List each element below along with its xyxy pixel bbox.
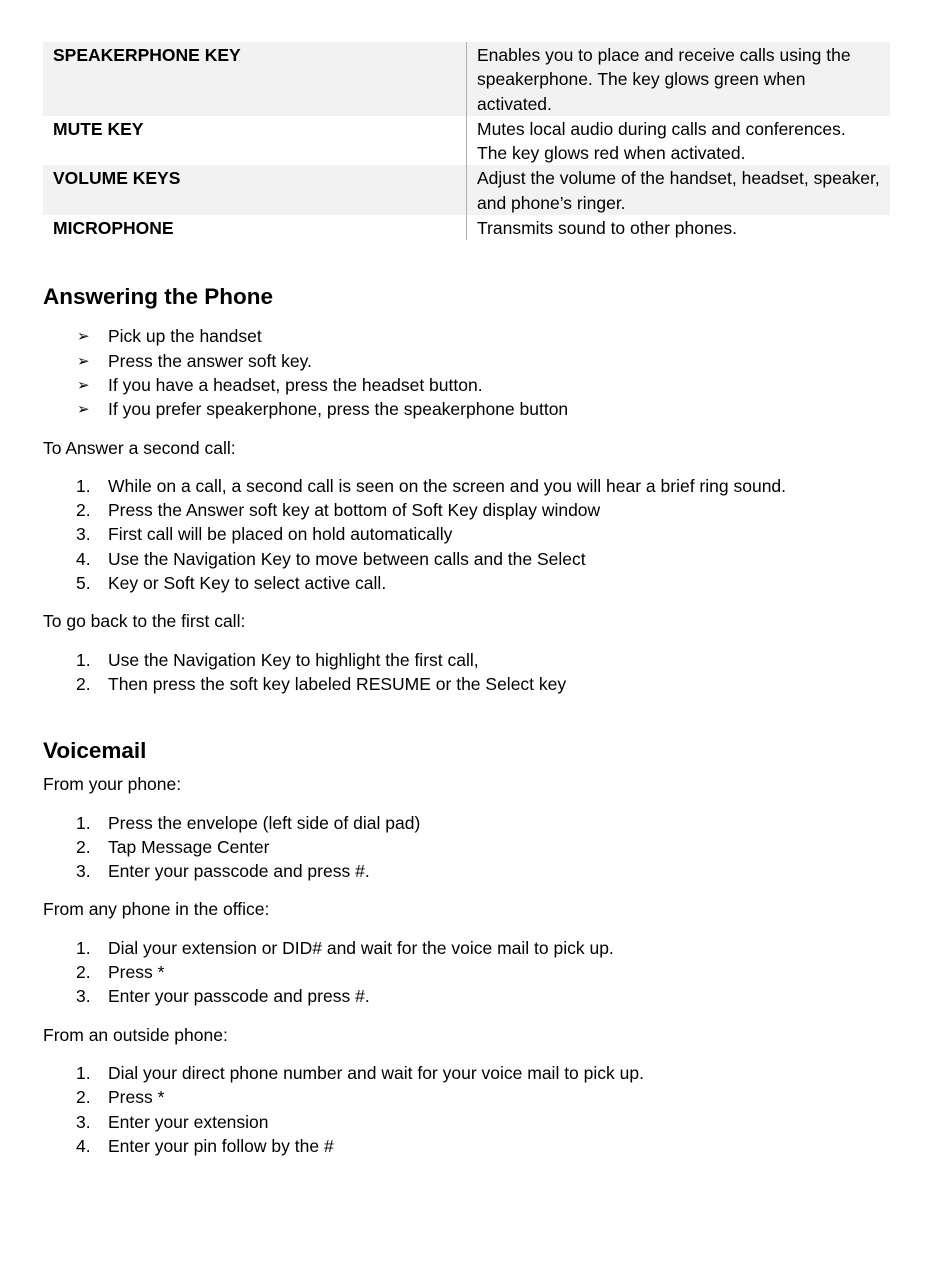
list-item — [43, 474, 890, 498]
step-number: 3. — [76, 1111, 91, 1132]
step-text: Press the envelope (left side of dial pad) — [108, 812, 421, 833]
step-text: Use the Navigation Key to highlight the first call, — [108, 649, 479, 670]
step-number: 1. — [76, 937, 91, 958]
step-text: Use the Navigation Key to move between calls and the Select — [108, 548, 586, 569]
list-item — [43, 349, 890, 373]
list-item — [43, 672, 890, 696]
list-item — [43, 571, 890, 595]
list-item — [43, 811, 890, 835]
key-name: VOLUME KEYS — [43, 165, 467, 215]
list-item — [43, 1061, 890, 1085]
list-item — [43, 960, 890, 984]
step-text: Enter your passcode and press #. — [108, 861, 370, 882]
step-number: 2. — [76, 1087, 91, 1108]
step-number: 2. — [76, 962, 91, 983]
step-text: Key or Soft Key to select active call. — [108, 573, 387, 594]
list-item — [43, 498, 890, 522]
list-item-text: Press the answer soft key. — [108, 350, 312, 371]
key-description: Enables you to place and receive calls using the speakerphone. The key glows green when activated. — [467, 42, 891, 116]
arrowhead-bullet-icon: ➢ — [77, 375, 90, 394]
key-description: Adjust the volume of the handset, headset, speaker, and phone’s ringer. — [467, 165, 891, 215]
from-outside-phone-intro: From an outside phone: — [43, 1024, 228, 1045]
step-text: Press * — [108, 1087, 165, 1108]
step-number: 4. — [76, 1135, 91, 1156]
second-call-steps — [43, 474, 890, 595]
step-number: 1. — [76, 475, 91, 496]
from-your-phone-intro: From your phone: — [43, 774, 182, 795]
back-to-first-call-intro: To go back to the first call: — [43, 611, 246, 632]
list-item — [43, 835, 890, 859]
step-text: Tap Message Center — [108, 836, 270, 857]
list-item — [43, 522, 890, 546]
list-item — [43, 547, 890, 571]
from-office-phone-steps — [43, 936, 890, 1009]
step-text: Enter your pin follow by the # — [108, 1135, 334, 1156]
table-row — [43, 116, 890, 166]
phone-keys-table — [43, 42, 890, 240]
answering-bullet-list — [43, 324, 890, 421]
list-item — [43, 984, 890, 1008]
list-item-text: If you have a headset, press the headset button. — [108, 374, 483, 395]
step-number: 1. — [76, 1062, 91, 1083]
list-item — [43, 648, 890, 672]
second-call-intro: To Answer a second call: — [43, 437, 236, 458]
list-item-text: If you prefer speakerphone, press the speakerphone button — [108, 399, 569, 420]
step-number: 2. — [76, 500, 91, 521]
key-name: MUTE KEY — [43, 116, 467, 166]
step-text: While on a call, a second call is seen on the screen and you will hear a brief ring sound. — [108, 475, 787, 496]
list-item — [43, 1134, 890, 1158]
list-item — [43, 324, 890, 348]
list-item — [43, 1110, 890, 1134]
step-text: Enter your extension — [108, 1111, 269, 1132]
step-number: 4. — [76, 548, 91, 569]
step-text: Dial your extension or DID# and wait for the voice mail to pick up. — [108, 937, 614, 958]
step-number: 1. — [76, 812, 91, 833]
list-item — [43, 936, 890, 960]
document-page — [43, 42, 890, 1158]
step-number: 3. — [76, 986, 91, 1007]
list-item — [43, 859, 890, 883]
key-name: SPEAKERPHONE KEY — [43, 42, 467, 116]
key-description: Mutes local audio during calls and conferences. The key glows red when activated. — [477, 118, 846, 164]
step-text: Then press the soft key labeled RESUME or the Select key — [108, 673, 567, 694]
step-number: 2. — [76, 836, 91, 857]
list-item — [43, 1085, 890, 1109]
arrowhead-bullet-icon: ➢ — [77, 327, 90, 346]
arrowhead-bullet-icon: ➢ — [77, 351, 90, 370]
step-text: Press * — [108, 962, 165, 983]
step-number: 3. — [76, 524, 91, 545]
list-item — [43, 373, 890, 397]
table-row — [43, 42, 890, 116]
key-name: MICROPHONE — [43, 215, 467, 240]
back-to-first-call-steps — [43, 648, 890, 697]
step-number: 5. — [76, 573, 91, 594]
step-number: 3. — [76, 861, 91, 882]
table-row — [43, 215, 890, 240]
step-number: 2. — [76, 673, 91, 694]
arrowhead-bullet-icon: ➢ — [77, 400, 90, 419]
list-item — [43, 397, 890, 421]
step-text: Press the Answer soft key at bottom of Soft Key display window — [108, 500, 601, 521]
step-text: First call will be placed on hold automatically — [108, 524, 453, 545]
step-text: Dial your direct phone number and wait for your voice mail to pick up. — [108, 1062, 644, 1083]
step-number: 1. — [76, 649, 91, 670]
table-row — [43, 165, 890, 215]
from-your-phone-steps — [43, 811, 890, 884]
from-outside-phone-steps — [43, 1061, 890, 1158]
key-description: Transmits sound to other phones. — [477, 218, 738, 239]
step-text: Enter your passcode and press #. — [108, 986, 370, 1007]
answering-heading: Answering the Phone — [43, 284, 274, 310]
list-item-text: Pick up the handset — [108, 326, 262, 347]
voicemail-heading: Voicemail — [43, 738, 147, 764]
from-office-phone-intro: From any phone in the office: — [43, 899, 270, 920]
